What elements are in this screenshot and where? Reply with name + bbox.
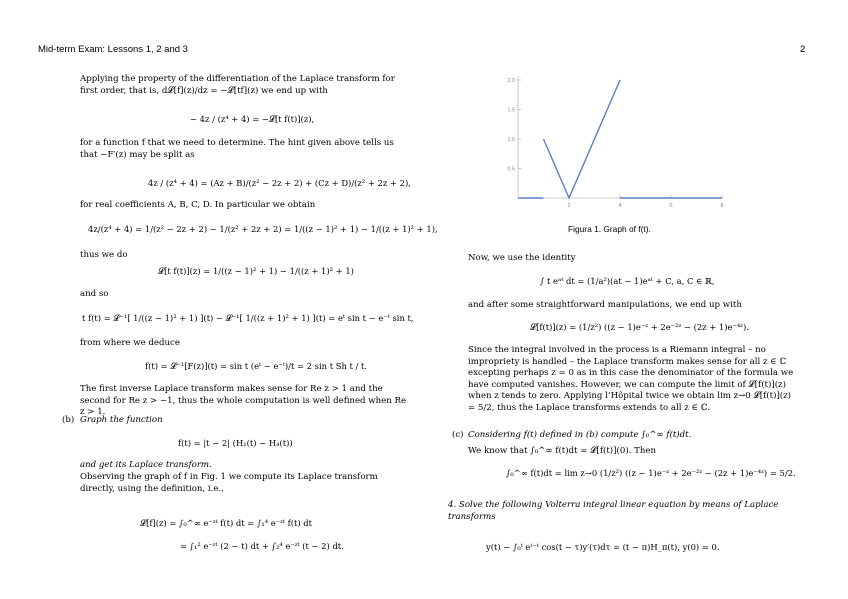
x-tick-label: 8	[720, 203, 724, 209]
equation-1: − 4z / (z⁴ + 4) = −𝓛[t f(t)](z),	[190, 114, 315, 124]
paragraph-manipulations: and after some straightforward manipulations, we end up with	[468, 300, 742, 310]
equation-identity: ∫ t eᵃᵗ dt = (1/a²)(at − 1)eᵃᵗ + C, a, C ∈ ℝ,	[540, 276, 715, 286]
paragraph-deduce: from where we deduce	[80, 338, 180, 348]
series-line	[544, 80, 621, 198]
equation-integral-limit: ∫₀^∞ f(t)dt = lim z→0 (1/z²) ((z − 1)e⁻ᶻ + 2e⁻²ᶻ − (2z + 1)e⁻⁴ᶻ) = 5/2.	[506, 468, 796, 478]
equation-4: 𝓛[t f(t)](z) = 1/((z − 1)² + 1) − 1/((z + 1)² + 1)	[158, 266, 354, 276]
part-c-statement: Considering f(t) defined in (b) compute ∫₀^∞ f(t)dt.	[468, 430, 692, 440]
paragraph-identity: Now, we use the identity	[468, 253, 576, 263]
part-c-label: (c)	[452, 430, 464, 440]
part-b-statement-continued: and get its Laplace transform.	[80, 460, 212, 470]
x-tick-label: 6	[669, 203, 673, 209]
paragraph-real-coefficients: for real coefficients A, B, C, D. In particular we obtain	[80, 200, 316, 210]
question-4: 4. Solve the following Volterra integral linear equation by means of Laplace transforms	[448, 500, 779, 522]
equation-volterra: y(t) − ∫₀ᵗ eᵗ⁻ᵗ cos(t − τ)y′(τ)dτ = (t − π)H_π(t), y(0) = 0.	[486, 542, 720, 552]
y-tick-label: 0.5	[507, 166, 515, 173]
x-tick-label: 4	[618, 203, 622, 209]
equation-6: f(t) = 𝓛⁻¹[F(z)](t) = sin t (eᵗ − e⁻ᵗ)/t = 2 sin t Sh t / t.	[145, 361, 368, 371]
equation-laplace-result: 𝓛[f(t)](z) = (1/z²) ((z − 1)e⁻ᶻ + 2e⁻²ᶻ − (2z + 1)e⁻⁴ᶻ).	[530, 322, 749, 332]
y-tick-label: 2.0	[507, 78, 515, 84]
paragraph-we-know: We know that ∫₀^∞ f(t)dt = 𝓛[f(t)](0). Then	[468, 446, 657, 456]
equation-2: 4z / (z⁴ + 4) = (Az + B)/(z² − 2z + 2) + (Cz + D)/(z² + 2z + 2),	[148, 178, 411, 188]
paragraph-thus-we-do: thus we do	[80, 250, 128, 260]
part-b-statement: Graph the function	[80, 415, 163, 425]
equation-8a: 𝓛[f](z) = ∫₀^∞ e⁻ᶻᵗ f(t) dt = ∫₁⁴ e⁻ᶻᵗ f(t) dt	[140, 518, 312, 528]
paragraph-derivative-property: Applying the property of the differentiation of the Laplace transform for first order, that is, d𝓛[f](z)/dz = −𝓛[tf](z) we end up with	[80, 74, 395, 96]
equation-8b: = ∫₁² e⁻ᶻᵗ (2 − t) dt + ∫₂⁴ e⁻ᶻᵗ (t − 2) dt.	[180, 541, 344, 551]
paragraph-observing-graph: Observing the graph of f in Fig. 1 we compute its Laplace transform directly, using the definition, i.e.,	[80, 472, 378, 494]
equation-5: t f(t) = 𝓛⁻¹[ 1/((z − 1)² + 1) ](t) − 𝓛⁻¹[ 1/((z + 1)² + 1) ](t) = eᵗ sin t − e⁻ᵗ sin t,	[82, 313, 414, 323]
equation-7: f(t) = |t − 2| (H₁(t) − H₄(t))	[178, 438, 293, 448]
paragraph-and-so: and so	[80, 289, 109, 299]
page-number: 2	[800, 44, 806, 55]
x-tick-label: 2	[567, 203, 571, 209]
equation-3: 4z/(z⁴ + 4) = 1/(z² − 2z + 2) − 1/(z² + 2z + 2) = 1/((z − 1)² + 1) − 1/((z + 1)² + 1),	[88, 224, 438, 234]
figure-graph-of-f	[490, 68, 730, 218]
part-b-label: (b)	[62, 415, 75, 425]
figure-caption: Figura 1. Graph of f(t).	[568, 224, 651, 234]
y-tick-label: 1.5	[507, 107, 515, 114]
y-tick-label: 1.0	[507, 137, 515, 143]
paragraph-hint: for a function f that we need to determine. The hint given above tells us that −F′(z) may be split as	[80, 138, 394, 160]
paragraph-riemann-integral: Since the integral involved in the process is a Riemann integral – no impropriety is handled – the Laplace transform makes sense for all z ∈ ℂ excepting perhaps z = 0 as in this case the denominator of the formula we have computed vanishes. However, we can compute the limit of 𝓛[f(t)](z) when z tends to zero. Applying l’Hôpital twice we obtain lim z→0 𝓛[f(t)](z) = 5/2, thus the Laplace transforms extends to all z ∈ ℂ.	[468, 345, 794, 413]
paragraph-validity: The first inverse Laplace transform makes sense for Re z > 1 and the second for Re z > −1, thus the whole computation is well defined when Re z > 1.	[80, 384, 407, 418]
running-header-title: Mid-term Exam: Lessons 1, 2 and 3	[38, 44, 188, 55]
